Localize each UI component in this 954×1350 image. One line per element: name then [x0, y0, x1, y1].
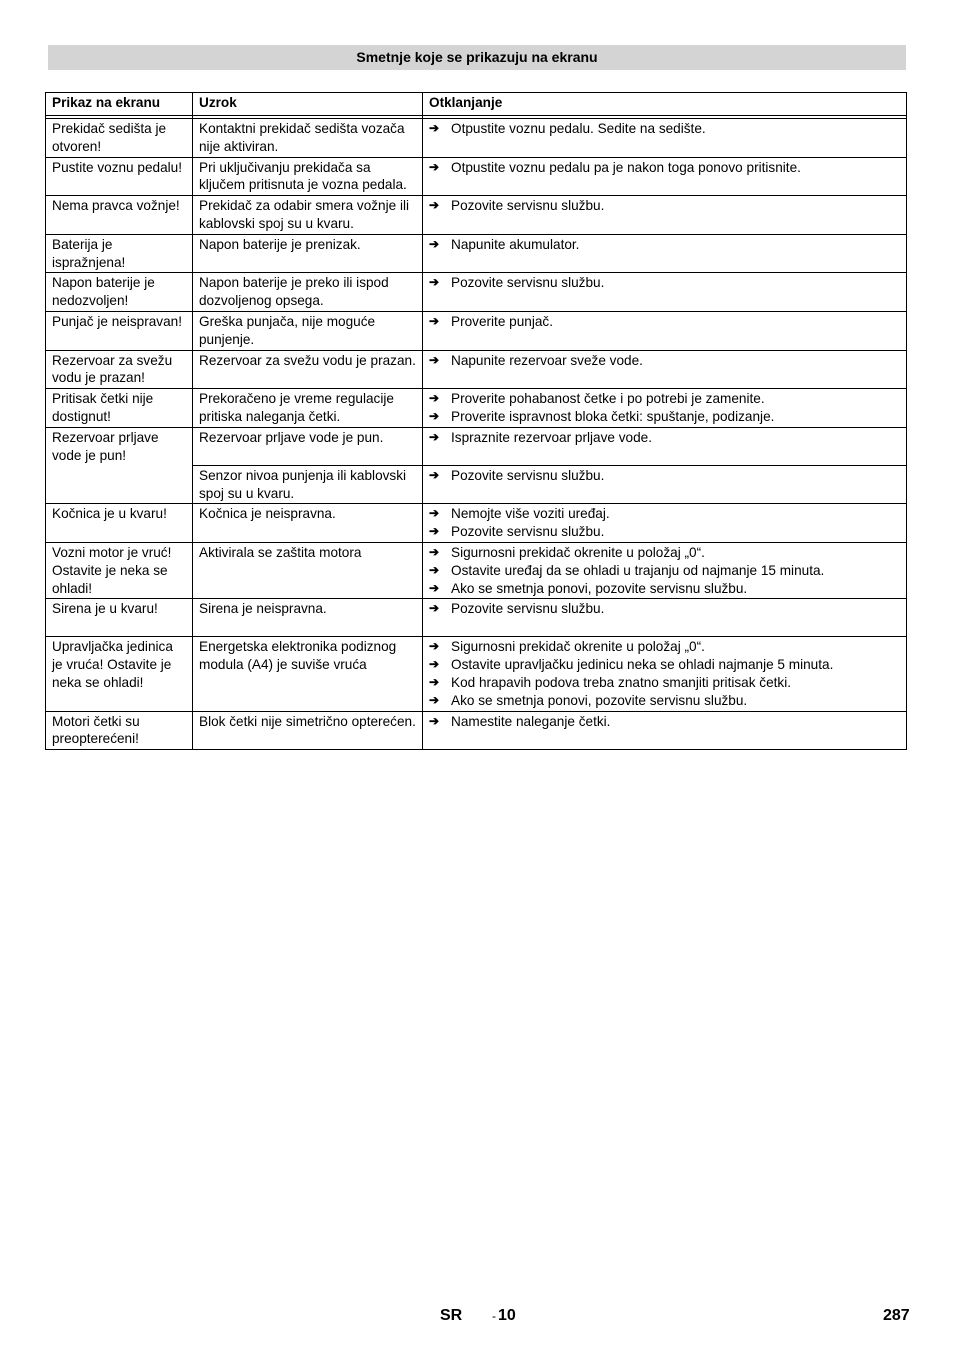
remedy-cell [423, 599, 907, 637]
table-row [46, 711, 907, 750]
remedy-item [429, 120, 900, 138]
header-display: Prikaz na ekranu [46, 93, 193, 116]
cause-cell: Napon baterije je prenizak. [193, 234, 423, 273]
table-row [46, 504, 907, 543]
arrow-right-icon: ➔ [429, 352, 440, 367]
remedy-item [429, 580, 900, 598]
table-row [46, 157, 907, 196]
arrow-right-icon: ➔ [429, 198, 440, 213]
table-row [46, 427, 907, 465]
cause-cell: Senzor nivoa punjenja ili kablovski spoj su u kvaru. [193, 465, 423, 504]
arrow-right-icon: ➔ [429, 121, 440, 135]
cause-cell: Blok četki nije simetrično opterećen. [193, 711, 423, 750]
cause-cell: Napon baterije je preko ili ispod dozvoljenog opsega. [193, 273, 423, 312]
remedy-item [429, 274, 900, 292]
remedy-cell [423, 504, 907, 543]
remedy-text: Pozovite servisnu službu. [451, 198, 605, 214]
remedy-cell [423, 157, 907, 196]
display-message-cell: Sirena je u kvaru! [46, 599, 193, 637]
remedy-text: Ako se smetnja ponovi, pozovite servisnu službu. [451, 580, 748, 596]
remedy-item [429, 713, 900, 731]
remedy-item [429, 467, 900, 485]
cause-cell: Kočnica je neispravna. [193, 504, 423, 543]
remedy-cell [423, 196, 907, 235]
arrow-right-icon: ➔ [429, 674, 440, 689]
remedy-item [429, 352, 900, 370]
arrow-right-icon: ➔ [429, 275, 440, 290]
header-cause: Uzrok [193, 93, 423, 116]
remedy-cell [423, 465, 907, 504]
remedy-cell [423, 119, 907, 158]
table-row [46, 542, 907, 598]
cause-cell: Energetska elektronika podiznog modula (A4) je suviše vruća [193, 637, 423, 711]
arrow-right-icon: ➔ [429, 562, 440, 577]
cause-cell: Prekoračeno je vreme regulacije pritiska naleganja četki. [193, 389, 423, 428]
remedy-text: Proverite pohabanost četke i po potrebi je zamenite. [451, 391, 765, 407]
display-message-cell: Nema pravca vožnje! [46, 196, 193, 235]
arrow-right-icon: ➔ [429, 639, 440, 654]
arrow-right-icon: ➔ [429, 159, 440, 174]
remedy-text: Pozovite servisnu službu. [451, 275, 605, 291]
display-message-cell: Napon baterije je nedozvoljen! [46, 273, 193, 312]
display-message-cell: Vozni motor je vruć! Ostavite je neka se ohladi! [46, 542, 193, 598]
remedy-item [429, 523, 900, 541]
remedy-text: Kod hrapavih podova treba znatno smanjiti pritisak četki. [451, 674, 792, 690]
remedy-cell [423, 427, 907, 465]
remedy-item [429, 638, 900, 656]
arrow-right-icon: ➔ [429, 657, 440, 672]
remedy-item [429, 236, 900, 254]
remedy-cell [423, 234, 907, 273]
display-message-cell: Motori četki su preopterećeni! [46, 711, 193, 750]
remedy-item [429, 408, 900, 426]
section-title: Smetnje koje se prikazuju na ekranu [48, 45, 906, 70]
display-message-cell: Rezervoar za svežu vodu je prazan! [46, 350, 193, 389]
arrow-right-icon: ➔ [429, 713, 440, 728]
footer-language: SR [440, 1307, 463, 1324]
remedy-item [429, 674, 900, 692]
footer-section-page-number: 10 [498, 1307, 516, 1324]
remedy-text: Otpustite voznu pedalu pa je nakon toga ponovo pritisnite. [451, 159, 801, 175]
remedy-text: Pozovite servisnu službu. [451, 524, 605, 540]
remedy-cell [423, 389, 907, 428]
table-row [46, 196, 907, 235]
remedy-item [429, 562, 900, 580]
remedy-text: Sigurnosni prekidač okrenite u položaj „0“. [451, 544, 705, 560]
troubleshooting-table [45, 92, 907, 750]
remedy-text: Napunite akumulator. [451, 236, 580, 252]
remedy-text: Ispraznite rezervoar prljave vode. [451, 429, 652, 445]
remedy-text: Ostavite upravljačku jedinicu neka se ohladi najmanje 5 minuta. [451, 657, 834, 673]
remedy-item [429, 390, 900, 408]
remedy-text: Ako se smetnja ponovi, pozovite servisnu službu. [451, 692, 748, 708]
remedy-text: Proverite punjač. [451, 313, 554, 329]
display-message-cell: Rezervoar prljave vode je pun! [46, 427, 193, 504]
display-message-cell: Punjač je neispravan! [46, 311, 193, 350]
remedy-cell [423, 711, 907, 750]
header-remedy: Otklanjanje [423, 93, 907, 116]
table-row [46, 273, 907, 312]
arrow-right-icon: ➔ [429, 391, 440, 406]
display-message-cell: Pritisak četki nije dostignut! [46, 389, 193, 428]
table-row [46, 234, 907, 273]
remedy-text: Pozovite servisnu službu. [451, 601, 605, 617]
remedy-text: Namestite naleganje četki. [451, 713, 611, 729]
remedy-item [429, 505, 900, 523]
remedy-text: Nemojte više voziti uređaj. [451, 506, 610, 522]
remedy-cell [423, 273, 907, 312]
display-message-cell: Kočnica je u kvaru! [46, 504, 193, 543]
arrow-right-icon: ➔ [429, 601, 440, 616]
arrow-right-icon: ➔ [429, 408, 440, 423]
remedy-cell [423, 311, 907, 350]
arrow-right-icon: ➔ [429, 692, 440, 707]
remedy-text: Pozovite servisnu službu. [451, 467, 605, 483]
remedy-text: Sigurnosni prekidač okrenite u položaj „0“. [451, 639, 705, 655]
arrow-right-icon: ➔ [429, 236, 440, 251]
table-header-row [46, 93, 907, 116]
display-message-cell: Prekidač sedišta je otvoren! [46, 119, 193, 158]
table-row [46, 637, 907, 711]
cause-cell: Aktivirala se zaštita motora [193, 542, 423, 598]
table-row [46, 599, 907, 637]
remedy-text: Proverite ispravnost bloka četki: spuštanje, podizanje. [451, 408, 775, 424]
display-message-cell: Upravljačka jedinica je vruća! Ostavite je neka se ohladi! [46, 637, 193, 711]
table-row [46, 350, 907, 389]
display-message-cell: Pustite voznu pedalu! [46, 157, 193, 196]
remedy-item [429, 544, 900, 562]
cause-cell: Rezervoar za svežu vodu je prazan. [193, 350, 423, 389]
remedy-item [429, 429, 900, 447]
arrow-right-icon: ➔ [429, 429, 440, 444]
remedy-cell [423, 350, 907, 389]
arrow-right-icon: ➔ [429, 544, 440, 559]
remedy-cell [423, 542, 907, 598]
remedy-item [429, 159, 900, 177]
remedy-item [429, 313, 900, 331]
remedy-item [429, 600, 900, 618]
table-row [46, 119, 907, 158]
arrow-right-icon: ➔ [429, 524, 440, 539]
footer-page-number: 287 [883, 1307, 910, 1324]
remedy-text: Otpustite voznu pedalu. Sedite na sedište. [451, 121, 706, 136]
table-row [46, 389, 907, 428]
remedy-item [429, 692, 900, 710]
cause-cell: Kontaktni prekidač sedišta vozača nije aktiviran. [193, 119, 423, 158]
arrow-right-icon: ➔ [429, 313, 440, 328]
arrow-right-icon: ➔ [429, 580, 440, 595]
footer-dash: - [492, 1309, 496, 1323]
table-row [46, 311, 907, 350]
remedy-item [429, 197, 900, 215]
display-message-cell: Baterija je ispražnjena! [46, 234, 193, 273]
remedy-text: Ostavite uređaj da se ohladi u trajanju od najmanje 15 minuta. [451, 562, 825, 578]
remedy-text: Napunite rezervoar sveže vode. [451, 352, 643, 368]
footer-section-page [492, 1307, 516, 1325]
remedy-cell [423, 637, 907, 711]
cause-cell: Rezervoar prljave vode je pun. [193, 427, 423, 465]
remedy-item [429, 656, 900, 674]
cause-cell: Greška punjača, nije moguće punjenje. [193, 311, 423, 350]
arrow-right-icon: ➔ [429, 506, 440, 521]
cause-cell: Sirena je neispravna. [193, 599, 423, 637]
arrow-right-icon: ➔ [429, 467, 440, 482]
cause-cell: Prekidač za odabir smera vožnje ili kablovski spoj su u kvaru. [193, 196, 423, 235]
cause-cell: Pri uključivanju prekidača sa ključem pritisnuta je vozna pedala. [193, 157, 423, 196]
